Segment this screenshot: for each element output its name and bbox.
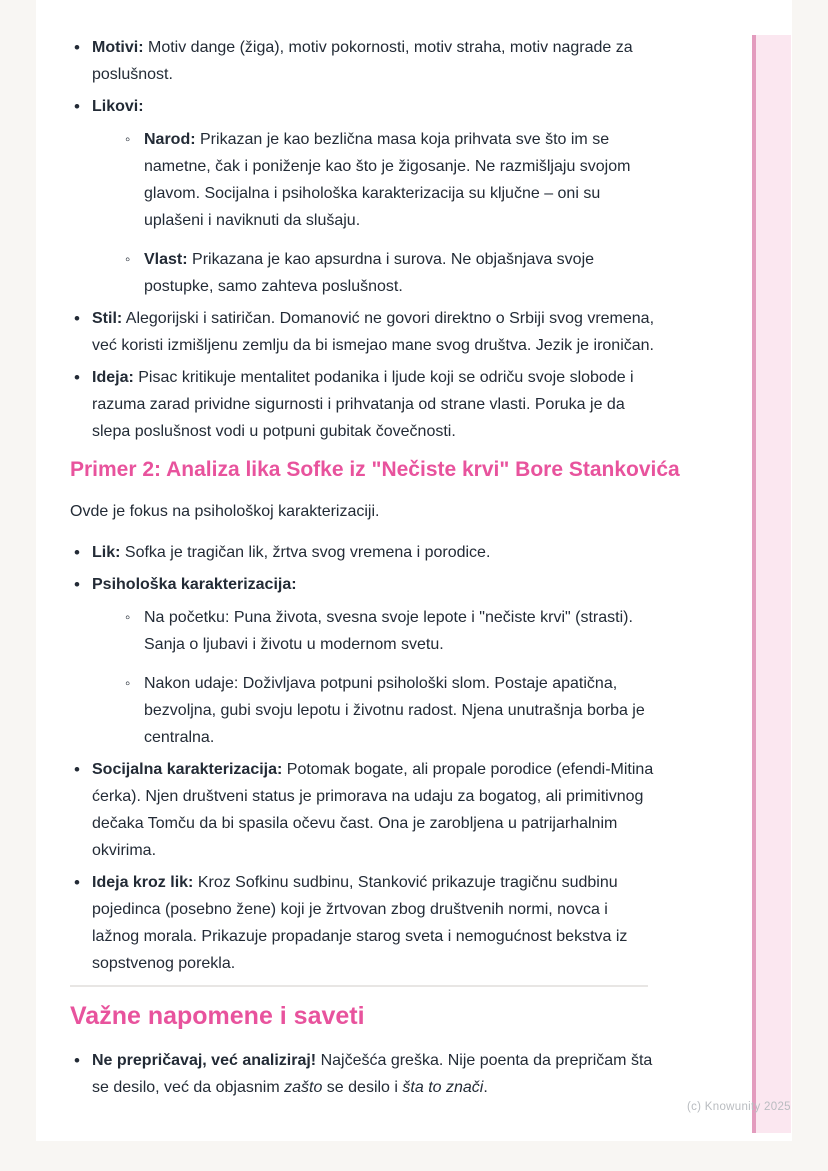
divider <box>70 985 648 987</box>
text-run: zašto <box>284 1079 323 1097</box>
text-run: Vlast: <box>144 251 188 268</box>
sub-list-item <box>122 670 655 751</box>
sub-bullet-list <box>92 604 655 751</box>
sub-list-item <box>122 246 655 300</box>
text-run: Nakon udaje: Doživljava potpuni psihološki slom. Postaje apatična, bezvoljna, gubi svoju lepotu i životnu radost. Njena unutrašnja borba je centralna. <box>144 675 645 747</box>
text-run: Socijalna karakterizacija: <box>92 761 283 779</box>
text-run: Prikazana je kao apsurdna i surova. Ne objašnjava svoje postupke, samo zahteva poslušnost. <box>144 251 595 295</box>
text-run: Kroz Sofkinu sudbinu, Stanković prikazuje tragičnu sudbinu pojedinca (posebno žene) koji je žrtvovan zbog društvenih normi, novca i lažnog morala. Prikazuje propadanje starog sveta i nemogućnost bekstva iz sopstvenog porekla. <box>92 874 628 973</box>
page-margin-ribbon <box>752 35 791 1133</box>
text-run: šta to znači <box>402 1079 484 1097</box>
text-run: Pisac kritikuje mentalitet podanika i ljude koji se odriču svoje slobode i razuma zarad prividne sigurnosti i prihvatanja od strane vlasti. Poruka je da slepa poslušnost vodi u potpuni gubitak čovečnosti. <box>92 369 634 440</box>
list-item <box>70 539 655 566</box>
text-run: Ideja: <box>92 369 134 386</box>
document-page <box>36 0 792 1141</box>
list-item <box>70 93 655 300</box>
text-run: Narod: <box>144 131 196 148</box>
paragraph: Ovde je fokus na psihološkoj karakterizaciji. <box>70 503 380 521</box>
list-item <box>70 364 655 445</box>
text-run: Ne prepričavaj, već analiziraj! <box>92 1052 317 1070</box>
text-run: Sofka je tragičan lik, žrtva svog vremena i porodice. <box>120 544 491 562</box>
list-item <box>70 869 655 977</box>
list-item <box>70 571 655 751</box>
bullet-list <box>70 34 655 445</box>
section-heading: Važne napomene i saveti <box>70 1002 365 1031</box>
text-run: Potomak bogate, ali propale porodice (efendi-Mitina ćerka). Njen društveni status je primorava na udaju za bogatog, ali primitivnog dečaka Tomču da bi spasila očevu čast. Ona je zarobljena u patrijarhalnim okvirima. <box>92 761 654 860</box>
text-run: Motivi: <box>92 39 144 56</box>
text-run: Ideja kroz lik: <box>92 874 194 892</box>
document-content <box>70 34 720 1106</box>
text-run: Prikazan je kao bezlična masa koja prihvata sve što im se nametne, čak i poniženje kao što je žigosanje. Ne razmišljaju svojom glavom. Socijalna i psihološka karakterizacija su ključne – oni su uplašeni i naviknuti da slušaju. <box>144 131 631 229</box>
text-run: Stil: <box>92 310 123 327</box>
watermark: (c) Knowunity 2025 <box>687 1101 791 1113</box>
list-item <box>70 34 655 88</box>
text-run: Lik: <box>92 544 121 562</box>
sub-list-item <box>122 604 655 658</box>
bullet-list <box>70 539 655 977</box>
text-run: Psihološka karakterizacija: <box>92 576 297 594</box>
bullet-list <box>70 1047 655 1101</box>
text-run: Alegorijski i satiričan. Domanović ne govori direktno o Srbiji svog vremena, već koristi izmišljenu zemlju da bi ismejao mane svog društva. Jezik je ironičan. <box>92 310 655 354</box>
text-run: Likovi: <box>92 98 144 115</box>
list-item <box>70 756 655 864</box>
sub-list-item <box>122 126 655 234</box>
text-run: se desilo i <box>322 1079 403 1097</box>
text-run: Na početku: Puna života, svesna svoje lepote i "nečiste krvi" (strasti). Sanja o ljubavi i životu u modernom svetu. <box>144 609 633 654</box>
text-run: Motiv dange (žiga), motiv pokornosti, motiv straha, motiv nagrade za poslušnost. <box>92 39 633 83</box>
sub-bullet-list <box>92 126 655 300</box>
text-run: . <box>483 1079 488 1097</box>
list-item <box>70 1047 655 1101</box>
subsection-heading: Primer 2: Analiza lika Sofke iz "Nečiste krvi" Bore Stankovića <box>70 458 680 481</box>
list-item <box>70 305 655 359</box>
text-run: Najčešća greška. Nije poenta da prepričam šta se desilo, već da objasnim <box>92 1052 653 1097</box>
